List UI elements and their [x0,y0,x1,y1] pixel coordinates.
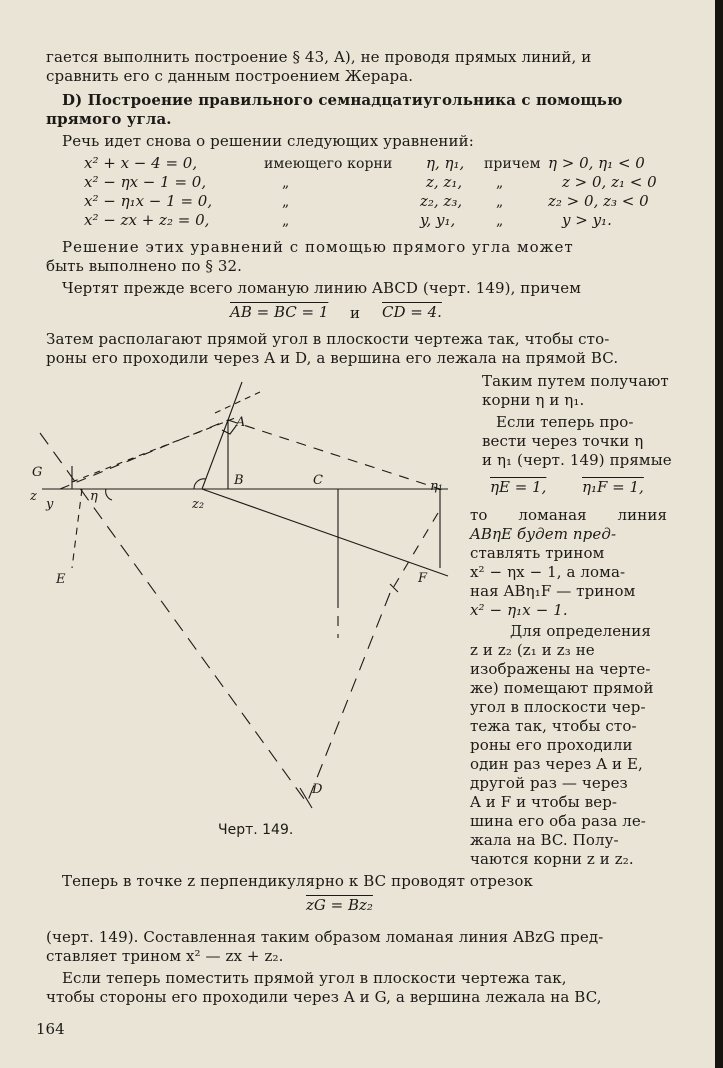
text-line: Если теперь поместить прямой угол в плоскости чертежа так, [62,969,567,987]
text-line: Чертят прежде всего ломаную линию ABCD (черт. 149), причем [62,279,581,297]
text-line: изображены на черте- [470,660,651,678]
equation-condition: z > 0, z₁ < 0 [562,173,657,191]
text-line: жала на BC. Полу- [470,831,619,849]
text-line: ставляет трином x² — zx + z₂. [46,947,284,965]
text-line: быть выполнено по § 32. [46,257,243,275]
end-mark [300,788,312,808]
label-f: F [418,571,428,586]
label-e: E [56,572,66,587]
label-eta1: η₁ [430,479,443,494]
equation-condition: η > 0, η₁ < 0 [548,154,645,172]
equation: x² − ηx − 1 = 0, [84,173,207,191]
label-b: B [234,473,244,488]
dashed-a-eta1 [228,420,440,489]
text-line: тежа так, чтобы сто- [470,717,637,735]
equation-roots: z, z₁, [426,173,463,191]
text-line: один раз через A и E, [470,755,643,773]
text-line: чаются корни z и z₂. [470,850,634,868]
text-line: (черт. 149). Составленная таким образом ломаная линия ABzG пред- [46,928,604,946]
text-line: A и F и чтобы вер- [470,793,618,811]
text-line: x² − ηx − 1, а лома- [470,563,626,581]
equation-note: „ [282,194,290,210]
equation-note: имеющего корни [264,156,393,172]
equation [230,303,328,321]
equation-note: „ [496,194,504,210]
text-line: ставлять трином [470,544,605,562]
text-line: чтобы стороны его проходили через A и G, а вершина лежала на BC, [46,988,602,1006]
equation-note: „ [282,175,290,191]
text-line: угол в плоскости чер- [470,698,646,716]
section-heading: прямого угла. [46,110,172,128]
text-line: корни η и η₁. [482,391,585,409]
label-z: z [30,489,37,504]
text-line: Для определения [510,622,651,640]
label-eta: η [90,489,98,504]
segment-z2-f [202,489,448,576]
label-z2: z₂ [192,497,205,512]
text-line: Речь идет снова о решении следующих уравнений: [62,132,474,150]
text-line: Затем располагают прямой угол в плоскости чертежа так, чтобы сто- [46,330,610,348]
section-heading: D) Построение правильного семнадцатиугольника с помощью [62,91,623,109]
dashed-right-d [307,593,390,803]
equation: η₁F = 1, [582,478,644,496]
equation-condition: y > y₁. [562,211,612,229]
equation: ηE = 1, [490,478,547,496]
equation: x² − zx + z₂ = 0, [84,211,210,229]
page-edge-shadow [715,0,723,1068]
text-line: другой раз — через [470,774,628,792]
label-d: D [312,782,323,797]
label-g: G [32,465,43,480]
text-line: ABηE будет пред- [470,525,617,543]
equation-condition: z₂ > 0, z₃ < 0 [548,192,649,210]
label-c: C [313,473,323,488]
text-line: то ломаная линия [470,506,668,524]
equation: x² − η₁x − 1 = 0, [84,192,213,210]
text-line: роны его проходили через A и D, а вершина его лежала на прямой BC. [46,349,619,367]
text-line: Теперь в точке z перпендикулярно к BC проводят отрезок [62,872,533,890]
equation: CD = 4. [382,303,442,321]
equation-note: „ [496,213,504,229]
text-line: Решение этих уравнений с помощью прямого угла может [62,238,574,256]
text-line: гается выполнить построение § 43, A), не проводя прямых линий, и [46,48,592,66]
angle-arc-z [106,489,112,500]
equation: zG = Bz₂ [306,896,373,914]
dashed-eta-e [72,489,82,568]
figure-149 [30,378,470,828]
equation-part: AB = BC = 1 [230,303,329,321]
text-line: ная ABη₁F — трином [470,582,636,600]
page-number: 164 [36,1020,65,1038]
label-y: y [46,497,54,512]
equation-note: причем [484,156,541,172]
end-mark [390,584,398,592]
dashed-right-upper [390,513,438,593]
text-line: и η₁ (черт. 149) прямые [482,451,672,469]
text-line: x² − η₁x − 1. [470,601,568,619]
text-line: вести через точки η [482,432,644,450]
text-line: z и z₂ (z₁ и z₃ не [470,641,595,659]
equation-note: „ [282,213,290,229]
text-line: сравнить его с данным построением Жерара. [46,67,414,85]
text-line: Таким путем получают [482,372,669,390]
text-line: шина его оба раза ле- [470,812,646,830]
equation-roots: y, y₁, [420,211,456,229]
equation-roots: z₂, z₃, [420,192,463,210]
dashed-g-a [72,418,235,482]
equation-note: „ [496,175,504,191]
equation-roots: η, η₁, [426,154,465,172]
equation: x² + x − 4 = 0, [84,154,198,172]
text-line: роны его проходили [470,736,633,754]
text-line: же) помещают прямой [470,679,654,697]
figure-caption: Черт. 149. [218,822,294,838]
figure-labels [30,415,443,797]
text-line: Если теперь про- [496,413,634,431]
equation-note: и [350,304,361,322]
label-a: A [236,415,246,430]
